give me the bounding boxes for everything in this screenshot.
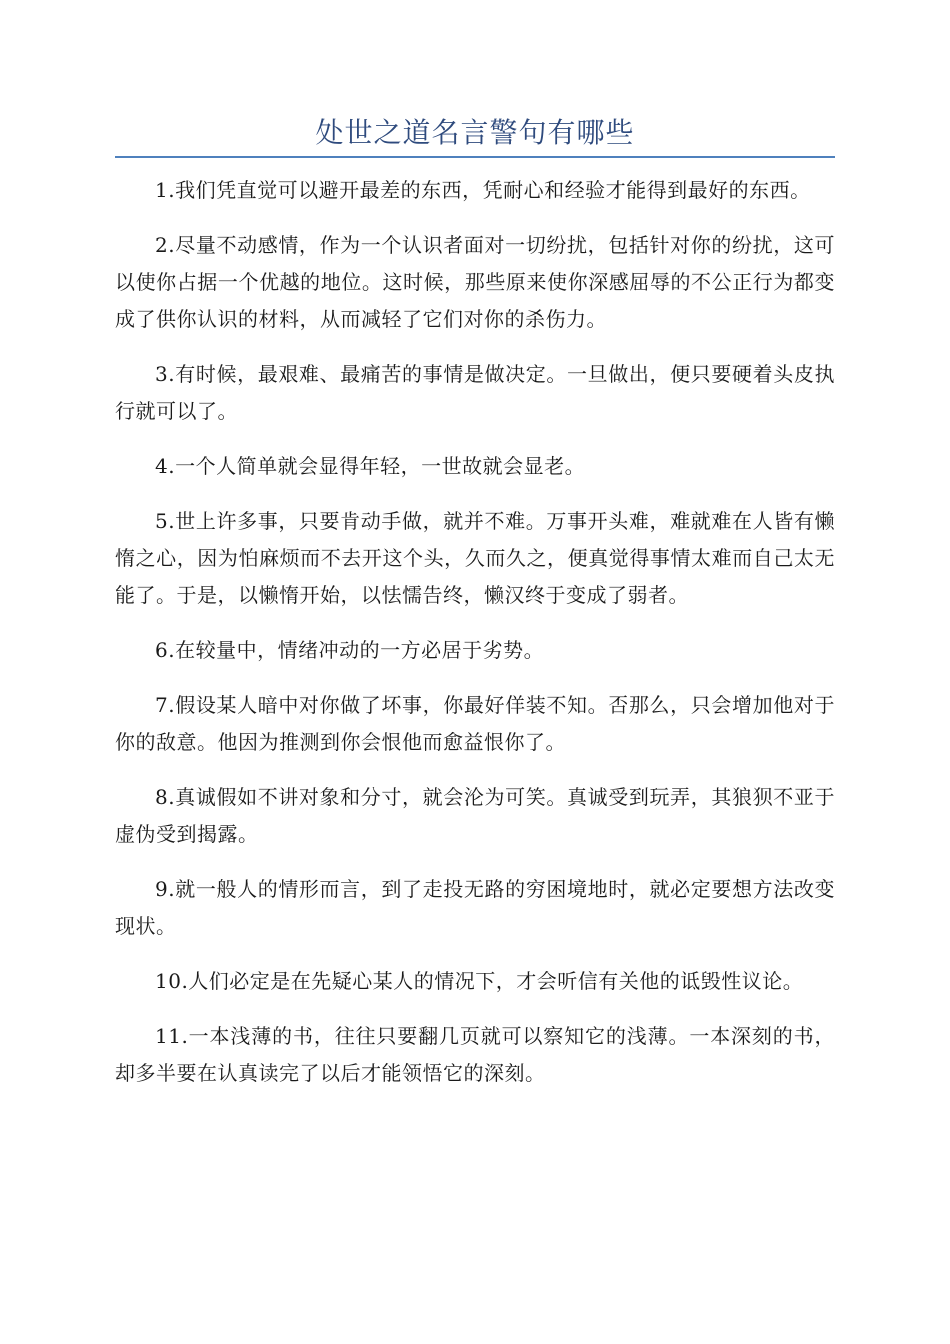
quote-paragraph-7: 7.假设某人暗中对你做了坏事，你最好佯装不知。否那么，只会增加他对于你的敌意。他因为推测到你会恨他而愈益恨你了。 [115, 693, 835, 754]
quote-paragraph-3: 3.有时候，最艰难、最痛苦的事情是做决定。一旦做出，便只要硬着头皮执行就可以了。 [115, 362, 835, 423]
quote-paragraph-6: 6.在较量中，情绪冲动的一方必居于劣势。 [155, 638, 545, 662]
quote-paragraph-8: 8.真诚假如不讲对象和分寸，就会沦为可笑。真诚受到玩弄，其狼狈不亚于虚伪受到揭露。 [115, 785, 835, 846]
quote-paragraph-1: 1.我们凭直觉可以避开最差的东西，凭耐心和经验才能得到最好的东西。 [155, 178, 811, 202]
quote-paragraph-10: 10.人们必定是在先疑心某人的情况下，才会听信有关他的诋毁性议论。 [155, 969, 804, 993]
quote-paragraph-9: 9.就一般人的情形而言，到了走投无路的穷困境地时，就必定要想方法改变现状。 [115, 877, 835, 938]
quote-paragraph-11: 11.一本浅薄的书，往往只要翻几页就可以察知它的浅薄。一本深刻的书，却多半要在认真读完了以后才能领悟它的深刻。 [115, 1024, 835, 1085]
quote-paragraph-4: 4.一个人简单就会显得年轻，一世故就会显老。 [155, 454, 586, 478]
document-body [115, 172, 835, 1110]
quote-paragraph-2: 2.尽量不动感情，作为一个认识者面对一切纷扰，包括针对你的纷扰，这可以使你占据一个优越的地位。这时候，那些原来使你深感屈辱的不公正行为都变成了供你认识的材料，从而减轻了它们对你的杀伤力。 [115, 233, 835, 331]
quote-paragraph-5: 5.世上许多事，只要肯动手做，就并不难。万事开头难，难就难在人皆有懒惰之心，因为怕麻烦而不去开这个头，久而久之，便真觉得事情太难而自己太无能了。于是，以懒惰开始，以怯懦告终，懒汉终于变成了弱者。 [115, 509, 835, 607]
title-block [115, 110, 835, 158]
document-title: 处世之道名言警句有哪些 [315, 116, 635, 149]
